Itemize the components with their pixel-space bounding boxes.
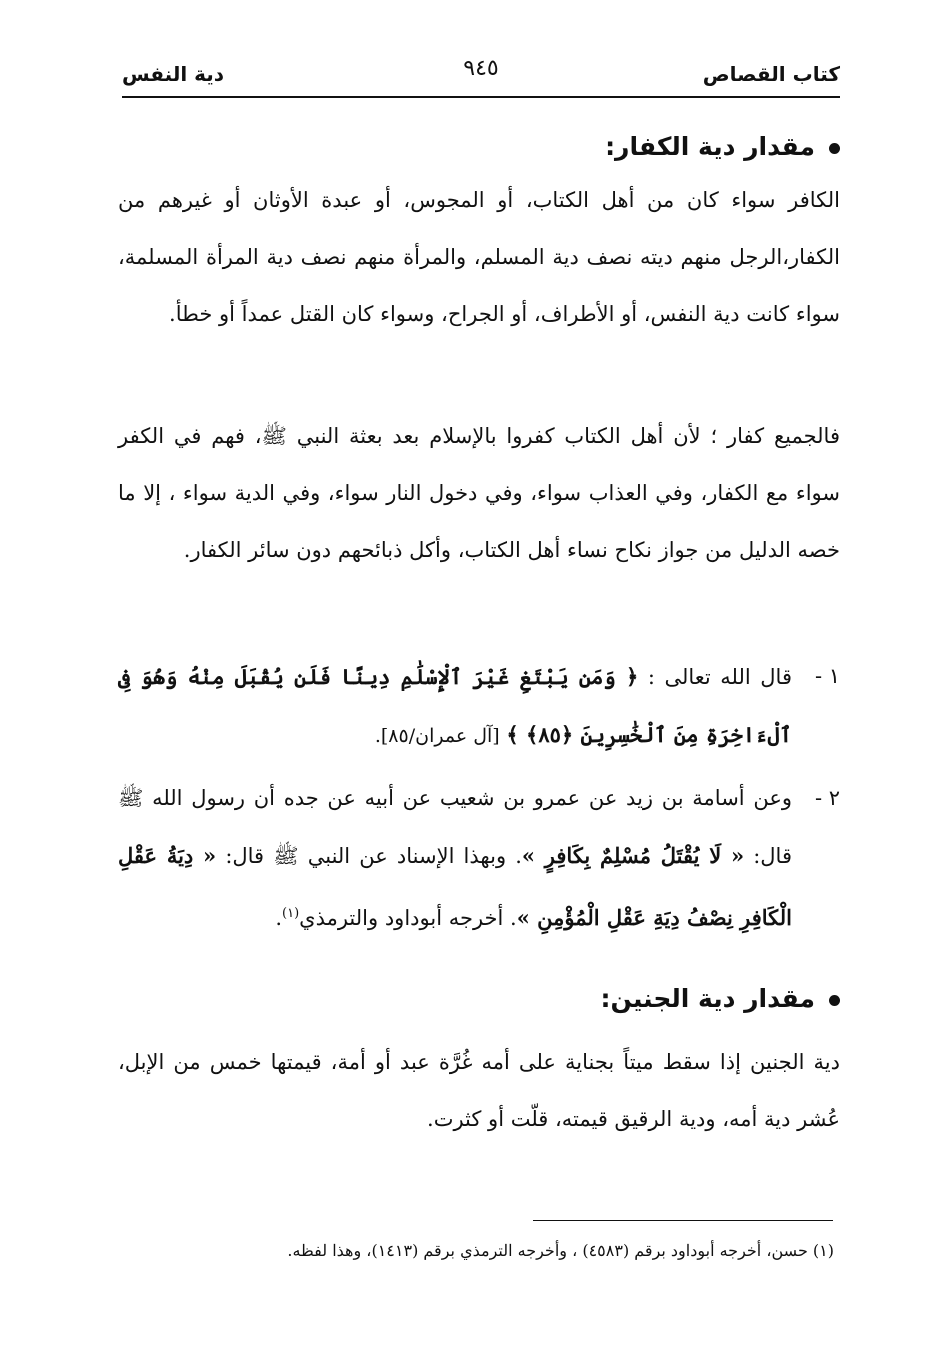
hadith-text-2: « دِيَةُ عَقْلِ الْكَافِرِ نِصْفُ دِيَةِ عَقْلِ الْمُؤْمِنِ » — [118, 843, 792, 930]
heading-text: مقدار دية الكفار: — [605, 132, 815, 161]
verse-intro: قال الله تعالى : — [647, 665, 792, 689]
heading-fetus-blood-money — [600, 984, 840, 1013]
item-body — [118, 770, 792, 947]
hadith-source: . أخرجه أبوداود والترمذي — [299, 906, 517, 930]
page-header — [122, 56, 840, 98]
section-title: دية النفس — [122, 62, 225, 86]
paragraph-fetus-rule: دية الجنين إذا سقط ميتاً بجناية على أمه غُرَّة عبد أو أمة، قيمتها خمس من الإبل، عُشر دية أمه، ودية الرقيق قيمته، قلّت أو كثرت. — [118, 1050, 840, 1131]
paragraph-disbelievers-rule: الكافر سواء كان من أهل الكتاب، أو المجوس، أو عبدة الأوثان أو غيرهم من الكفار،الرجل منهم ديته نصف دية المسلم، والمرأة منهم نصف دية المرأة المسلمة، سواء كانت دية النفس، أو الأطراف، أو الجراح، وسواء كان القتل عمداً أو خطأ. — [118, 188, 840, 326]
page-number: ٩٤٥ — [463, 56, 499, 81]
heading-disbelievers-blood-money — [605, 132, 840, 161]
item-number: ١ - — [814, 664, 840, 688]
sentence-end: . — [275, 906, 282, 930]
footnote-divider — [533, 1220, 833, 1221]
hadith-text-1: « لَا يُقْتَلُ مُسْلِمٌ بِكَافِرٍ » — [521, 843, 745, 868]
bullet-icon — [829, 143, 840, 154]
chapter-title: كتاب القصاص — [702, 62, 840, 86]
bullet-icon — [829, 995, 840, 1006]
verse-reference: [آل عمران/٨٥]. — [374, 725, 500, 747]
footnote: (١) حسن، أخرجه أبوداود برقم (٤٥٨٣) ، وأخرجه الترمذي برقم (١٤١٣)، وهذا لفظه. — [287, 1241, 834, 1260]
list-item-hadith — [118, 770, 840, 947]
quran-verse: ﴿ وَمَن يَبْتَغِ غَيْرَ ٱلْإِسْلَٰمِ دِينًا فَلَن يُقْبَلَ مِنْهُ وَهُوَ فِى ٱلْءَاخِرَةِ مِنَ ٱلْخَٰسِرِينَ ﴿٨٥﴾ ﴾ — [118, 664, 792, 747]
heading-text: مقدار دية الجنين: — [600, 984, 815, 1013]
footnote-marker[interactable]: (١) — [282, 906, 300, 921]
list-item-quran-verse — [118, 648, 840, 765]
hadith-link: . وبهذا الإسناد عن النبي ﷺ قال: — [225, 844, 522, 868]
hadith-intro: وعن أسامة بن زيد عن عمرو بن شعيب عن أبيه عن جده أن رسول الله ﷺ قال: — [118, 786, 792, 868]
item-body — [118, 648, 792, 765]
item-number: ٢ - — [814, 786, 840, 810]
paragraph-all-disbelievers: فالجميع كفار ؛ لأن أهل الكتاب كفروا بالإسلام بعد بعثة النبي ﷺ، فهم في الكفر سواء مع الكفار، وفي العذاب سواء، وفي دخول النار سواء، وفي الدية سواء ، إلا ما خصه الدليل من جواز نكاح نساء أهل الكتاب، وأكل ذبائحهم دون سائر الكفار. — [118, 424, 840, 562]
